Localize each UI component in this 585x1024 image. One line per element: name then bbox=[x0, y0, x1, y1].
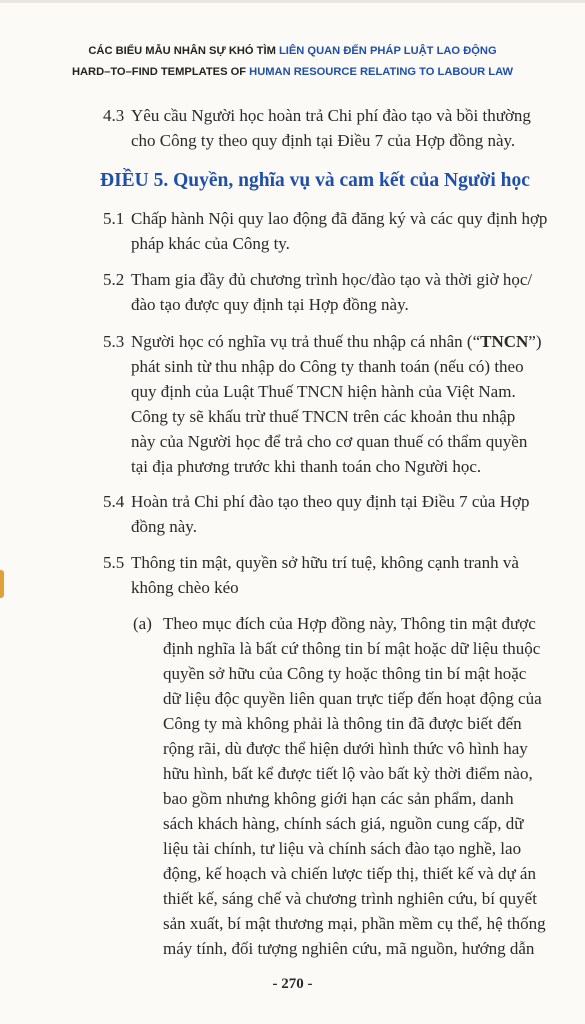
clause-number: 5.3 bbox=[103, 332, 125, 351]
tncn-abbreviation: TNCN bbox=[480, 332, 529, 351]
clause-text-line: không chèo kéo bbox=[131, 578, 239, 597]
clause-text-line: hữu hình, bất kể được tiết lộ vào bất kỳ thời điểm nào, bbox=[163, 764, 533, 783]
header-vi-blue: LIÊN QUAN ĐẾN PHÁP LUẬT LAO ĐỘNG bbox=[278, 45, 497, 57]
clause-text-line: quy định của Luật Thuế TNCN hiện hành của Việt Nam. bbox=[131, 382, 516, 401]
clause-text-line: sách khách hàng, chính sách giá, nguồn cung cấp, dữ bbox=[163, 814, 524, 833]
clause-text-line: bao gồm nhưng không giới hạn các sản phẩm, danh bbox=[163, 789, 514, 808]
clause-text-line: động, kế hoạch và chiến lược tiếp thị, thiết kế và dự án bbox=[163, 864, 536, 883]
clause-text-line: Hoàn trả Chi phí đào tạo theo quy định tại Điều 7 của Hợp bbox=[131, 492, 530, 511]
clause-text-line: sản xuất, bí mật thương mại, phần mềm cụ thể, hệ thống bbox=[163, 914, 546, 933]
clause-text-line: đồng này. bbox=[131, 517, 197, 536]
sub-clause-label: (a) bbox=[133, 614, 152, 633]
page-number: - 270 - bbox=[272, 976, 313, 992]
clause-text-line: Công ty sẽ khấu trừ thuế TNCN trên các khoản thu nhập bbox=[131, 407, 516, 426]
clause-number: 5.4 bbox=[103, 492, 125, 511]
clause-text-line: tại địa phương trước khi thanh toán cho Người học. bbox=[131, 457, 482, 476]
clause-text-line: Thông tin mật, quyền sở hữu trí tuệ, không cạnh tranh và bbox=[131, 553, 519, 572]
clause-text-line: liệu tài chính, tư liệu và chính sách đào tạo nghề, lao bbox=[163, 839, 522, 858]
clause-text-line: định nghĩa là bất cứ thông tin bí mật hoặc dữ liệu thuộc bbox=[163, 639, 541, 658]
clause-text-line: Tham gia đầy đủ chương trình học/đào tạo và thời giờ học/ bbox=[131, 270, 533, 289]
page-edge-marker bbox=[0, 570, 4, 598]
clause-text-part: Người học có nghĩa vụ trả thuế thu nhập cá nhân (“ bbox=[131, 332, 481, 351]
clause-number: 4.3 bbox=[103, 106, 125, 125]
clause-text-line: pháp khác của Công ty. bbox=[131, 234, 290, 253]
page-top-edge bbox=[0, 0, 585, 3]
clause-number: 5.2 bbox=[103, 270, 125, 289]
article-heading: ĐIỀU 5. Quyền, nghĩa vụ và cam kết của Người học bbox=[100, 170, 530, 191]
clause-text-line: này của Người học để trả cho cơ quan thuế có thẩm quyền bbox=[131, 432, 528, 451]
clause-text-line: cho Công ty theo quy định tại Điều 7 của Hợp đồng này. bbox=[131, 131, 516, 150]
clause-text-line: Theo mục đích của Hợp đồng này, Thông tin mật được bbox=[163, 614, 536, 633]
clause-text-line: Yêu cầu Người học hoàn trả Chi phí đào tạo và bồi thường bbox=[131, 106, 531, 125]
clause-text-line: quyền sở hữu của Công ty hoặc thông tin bí mật hoặc bbox=[163, 664, 527, 683]
header-en-black: HARD–TO–FIND TEMPLATES OF bbox=[71, 66, 250, 78]
clause-text-line: Chấp hành Nội quy lao động đã đăng ký và các quy định hợp bbox=[131, 209, 548, 228]
clause-text-line: phát sinh từ thu nhập do Công ty thanh toán (nếu có) theo bbox=[131, 357, 524, 376]
running-header-vi bbox=[0, 45, 585, 57]
clause-number: 5.1 bbox=[103, 209, 125, 228]
running-header-en bbox=[0, 66, 585, 78]
clause-number: 5.5 bbox=[103, 553, 125, 572]
clause-text-line: Công ty mà không phải là thông tin đã được biết đến bbox=[163, 714, 522, 733]
clause-text-line: dữ liệu độc quyền liên quan trực tiếp đến hoạt động của bbox=[163, 689, 542, 708]
clause-text-line: máy tính, đối tượng nghiên cứu, mã nguồn, hướng dẫn bbox=[163, 939, 535, 958]
clause-text-line bbox=[131, 330, 542, 353]
clause-text-line: thiết kế, sáng chế và chương trình nghiên cứu, bí quyết bbox=[163, 889, 537, 908]
header-en-blue: HUMAN RESOURCE RELATING TO LABOUR LAW bbox=[249, 66, 514, 78]
clause-text-line: rộng rãi, dù được thể hiện dưới hình thức vô hình hay bbox=[163, 739, 528, 758]
clause-text-line: đào tạo được quy định tại Hợp đồng này. bbox=[131, 295, 409, 314]
clause-text-part: ”) bbox=[528, 332, 542, 351]
header-vi-black: CÁC BIỂU MẪU NHÂN SỰ KHÓ TÌM bbox=[88, 45, 279, 57]
